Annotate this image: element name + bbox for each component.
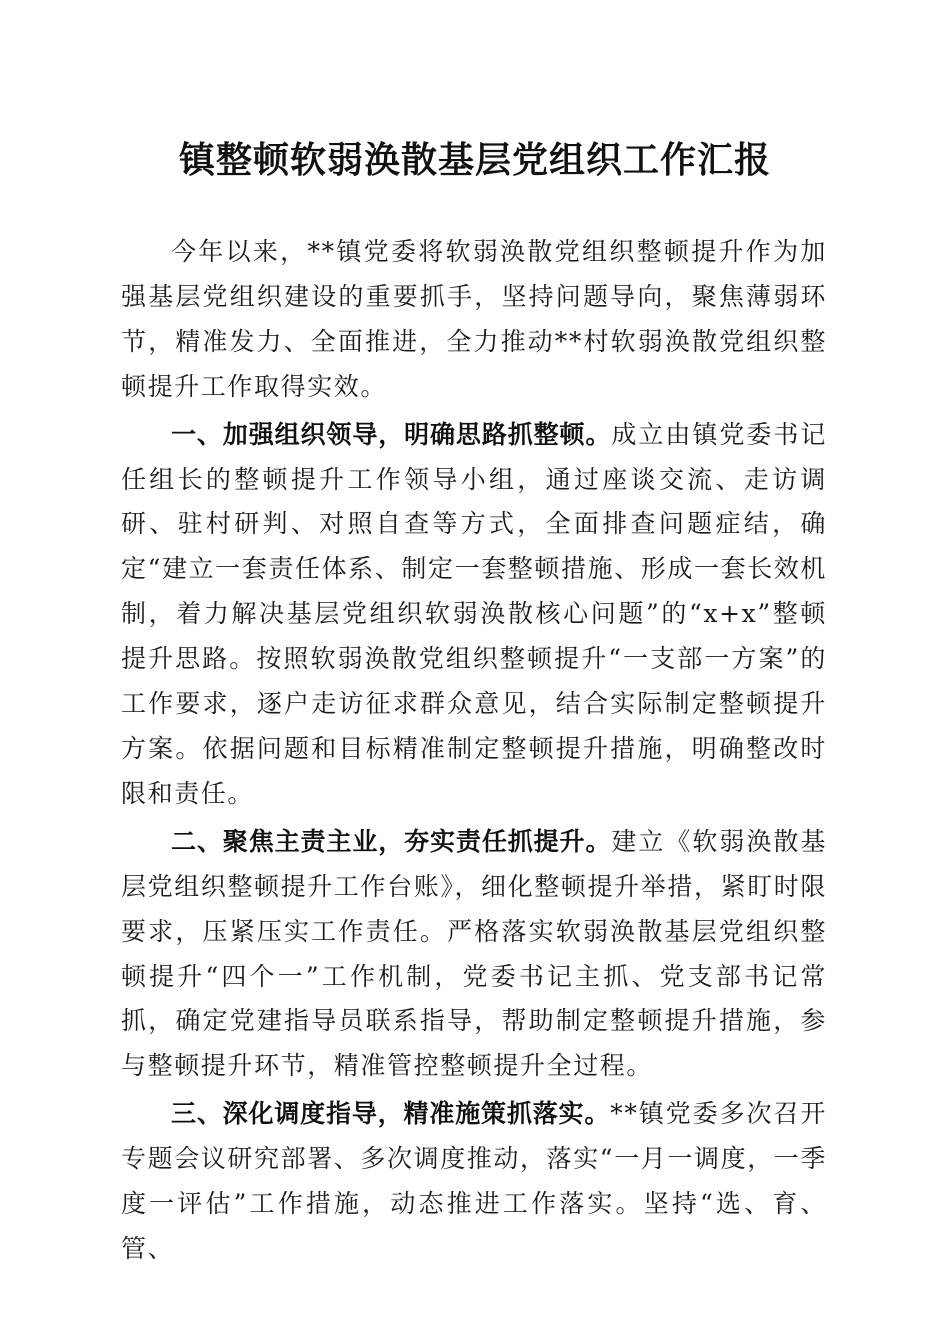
document-body: [121, 230, 827, 1275]
section-text-2: 建立《软弱涣散基层党组织整顿提升工作台账》，细化整顿提升举措，紧盯时限要求，压紧压实工作责任。严格落实软弱涣散基层党组织整顿提升“四个一”工作机制，党委书记主抓、党支部书记常抓，确定党建指导员联系指导，帮助制定整顿提升措施，参与整顿提升环节，精准管控整顿提升全过程。: [121, 826, 827, 1081]
section-text-3: **镇党委多次召开专题会议研究部署、多次调度推动，落实“一月一调度，一季度一评估”工作措施，动态推进工作落实。坚持“选、育、管、: [121, 1099, 827, 1263]
section-text-1: 成立由镇党委书记任组长的整顿提升工作领导小组，通过座谈交流、走访调研、驻村研判、对照自查等方式，全面排查问题症结，确定“建立一套责任体系、制定一套整顿措施、形成一套长效机制，着力解决基层党组织软弱涣散核心问题”的“x+x”整顿提升思路。按照软弱涣散党组织整顿提升“一支部一方案”的工作要求，逐户走访征求群众意见，结合实际制定整顿提升方案。依据问题和目标精准制定整顿提升措施，明确整改时限和责任。: [121, 419, 827, 808]
section-paragraph-2: [121, 820, 827, 1089]
document-title: 镇整顿软弱涣散基层党组织工作汇报: [178, 139, 771, 181]
intro-paragraph: 今年以来，**镇党委将软弱涣散党组织整顿提升作为加强基层党组织建设的重要抓手，坚持问题导向，聚焦薄弱环节，精准发力、全面推进，全力推动**村软弱涣散党组织整顿提升工作取得实效。: [121, 237, 827, 401]
section-heading-3: 三、深化调度指导，精准施策抓落实。: [171, 1099, 611, 1129]
section-paragraph-1: [121, 413, 827, 817]
section-paragraph-3: [121, 1092, 827, 1272]
section-heading-2: 二、聚焦主责主业，夯实责任抓提升。: [171, 826, 612, 856]
section-heading-1: 一、加强组织领导，明确思路抓整顿。: [171, 419, 612, 449]
